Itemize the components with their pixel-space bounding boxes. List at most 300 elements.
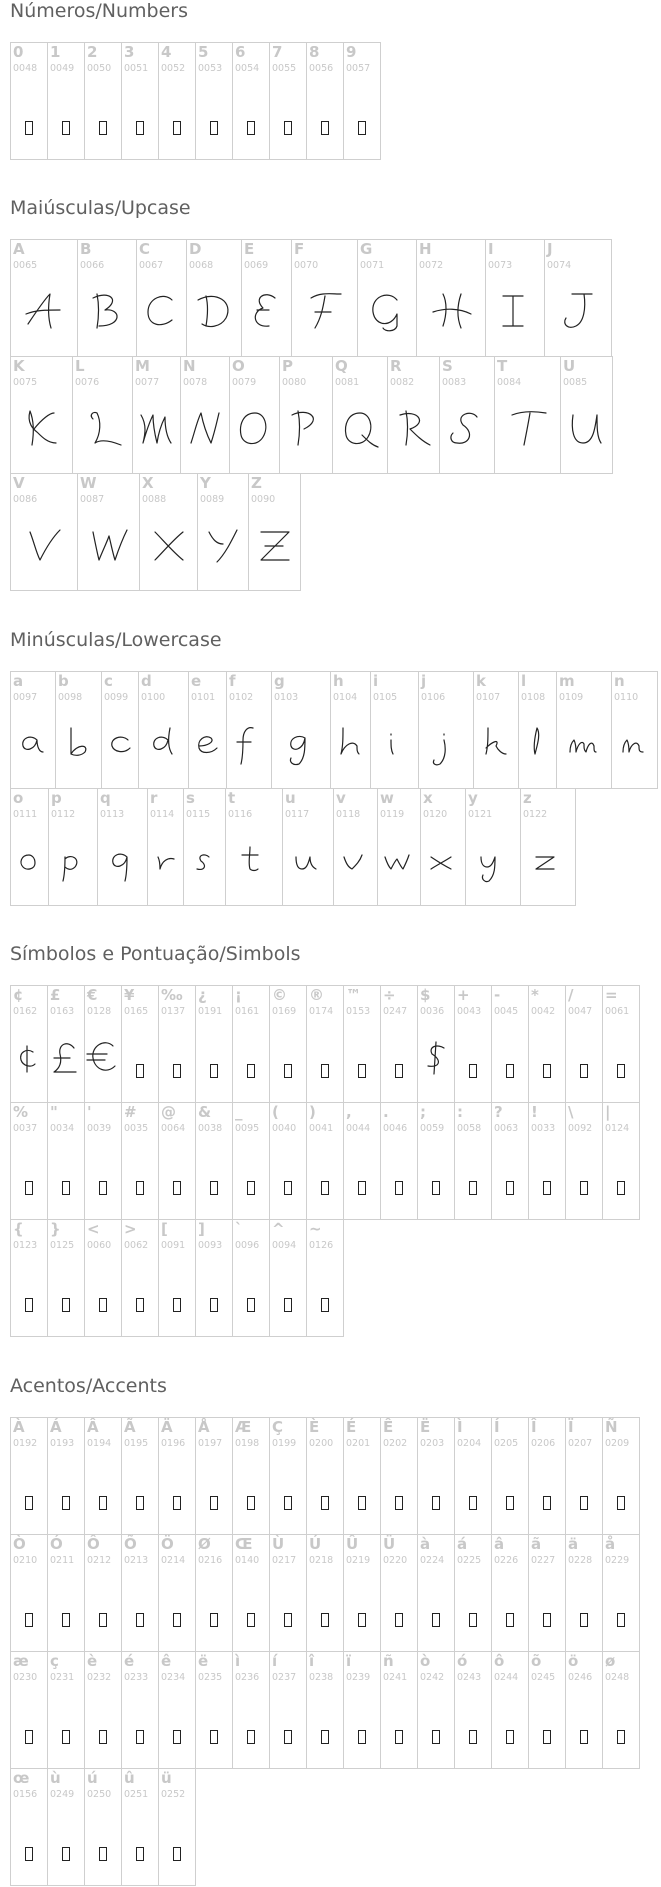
glyph-cell-u3e	[121, 1219, 159, 1337]
missing-glyph-icon	[233, 1297, 269, 1316]
glyph-char-label: Ö	[161, 1535, 174, 1553]
missing-glyph-icon	[233, 1729, 269, 1748]
glyph-char-label: H	[419, 240, 432, 258]
glyph-cell-ue0	[417, 1534, 455, 1652]
missing-glyph-icon	[122, 1063, 158, 1082]
missing-glyph-icon	[85, 1495, 121, 1514]
script-glyph-upper-q	[333, 409, 387, 451]
glyph-cell-u2030	[158, 985, 196, 1103]
glyph-char-label: ,	[346, 1103, 352, 1121]
missing-glyph-icon	[270, 1612, 306, 1631]
glyph-code-label: 0245	[531, 1672, 556, 1683]
missing-glyph-icon	[418, 1180, 454, 1199]
missing-glyph-icon	[529, 1729, 565, 1748]
glyph-cell-u21	[528, 1102, 566, 1220]
glyph-char-label: ç	[50, 1652, 59, 1670]
glyph-char-label: â	[494, 1535, 505, 1553]
missing-glyph-icon	[307, 1612, 343, 1631]
glyph-char-label: N	[183, 357, 196, 375]
glyph-code-label: 0204	[457, 1438, 482, 1449]
glyph-code-label: 0225	[457, 1555, 482, 1566]
glyph-code-label: 0203	[420, 1438, 445, 1449]
glyph-code-label: 0120	[423, 809, 448, 820]
glyph-code-label: 0249	[50, 1789, 75, 1800]
glyph-cell-pound	[47, 985, 85, 1103]
glyph-code-label: 0235	[198, 1672, 223, 1683]
missing-glyph-icon	[196, 1063, 232, 1082]
glyph-char-label: C	[139, 240, 151, 258]
glyph-code-label: 0083	[442, 377, 467, 388]
glyph-cell-v	[333, 788, 378, 906]
glyph-char-label: !	[531, 1103, 538, 1121]
glyph-char-label: /	[568, 986, 574, 1004]
glyph-code-label: 0040	[272, 1123, 297, 1134]
glyph-cell-u60	[232, 1219, 270, 1337]
glyph-cell-upper-c	[136, 239, 187, 357]
glyph-char-label: W	[80, 474, 97, 492]
glyph-code-label: 0218	[309, 1555, 334, 1566]
glyph-code-label: 0219	[346, 1555, 371, 1566]
glyph-cell-u5e	[269, 1219, 307, 1337]
glyph-code-label: 0069	[244, 260, 269, 271]
glyph-code-label: 0192	[13, 1438, 38, 1449]
glyph-char-label: ¥	[124, 986, 135, 1004]
glyph-code-label: 0112	[51, 809, 76, 820]
glyph-cell-upper-f	[291, 239, 358, 357]
script-glyph-a	[11, 724, 55, 766]
glyph-code-label: 0243	[457, 1672, 482, 1683]
glyph-char-label: V	[13, 474, 25, 492]
glyph-code-label: 0107	[476, 692, 501, 703]
glyph-cell-uda	[306, 1534, 344, 1652]
missing-glyph-icon	[381, 1180, 417, 1199]
glyph-cell-ucb	[417, 1417, 455, 1535]
glyph-code-label: 0137	[161, 1006, 186, 1017]
glyph-char-label: $	[420, 986, 431, 1004]
missing-glyph-icon	[85, 1612, 121, 1631]
glyph-char-label: Ò	[13, 1535, 26, 1553]
glyph-cell-z	[520, 788, 576, 906]
glyph-char-label: ë	[198, 1652, 209, 1670]
glyph-code-label: 0092	[568, 1123, 593, 1134]
missing-glyph-icon	[566, 1729, 602, 1748]
glyph-code-label: 0242	[420, 1672, 445, 1683]
missing-glyph-icon	[270, 1180, 306, 1199]
glyph-code-label: 0251	[124, 1789, 149, 1800]
glyph-code-label: 0109	[559, 692, 584, 703]
glyph-cell-d	[138, 671, 189, 789]
glyph-char-label: i	[373, 672, 379, 690]
script-glyph-p	[49, 841, 97, 883]
glyph-cell-ud6	[158, 1534, 196, 1652]
glyph-cell-ud2	[10, 1534, 48, 1652]
glyph-cell-u25	[10, 1102, 48, 1220]
glyph-char-label: 4	[161, 43, 172, 61]
missing-glyph-icon	[307, 1495, 343, 1514]
section-title: Maiúsculas/Upcase	[10, 197, 191, 219]
glyph-char-label: z	[523, 789, 532, 807]
glyph-code-label: 0233	[124, 1672, 149, 1683]
script-glyph-upper-m	[133, 409, 180, 451]
glyph-cell-upper-i	[485, 239, 545, 357]
missing-glyph-icon	[196, 120, 232, 139]
glyph-cell-ue2	[491, 1534, 529, 1652]
glyph-code-label: 0041	[309, 1123, 334, 1134]
glyph-char-label: A	[13, 240, 25, 258]
script-glyph-v	[334, 841, 377, 883]
glyph-char-label: }	[50, 1220, 61, 1238]
script-glyph-x	[421, 841, 465, 883]
glyph-char-label: ä	[568, 1535, 579, 1553]
glyph-char-label: Q	[335, 357, 348, 375]
missing-glyph-icon	[566, 1612, 602, 1631]
glyph-cell-ue4	[565, 1534, 603, 1652]
script-glyph-c	[102, 724, 138, 766]
missing-glyph-icon	[603, 1612, 639, 1631]
glyph-cell-u7b	[10, 1219, 48, 1337]
script-glyph-upper-s	[440, 409, 494, 451]
glyph-code-label: 0244	[494, 1672, 519, 1683]
missing-glyph-icon	[233, 1063, 269, 1082]
glyph-char-label: o	[13, 789, 24, 807]
glyph-char-label: Ù	[272, 1535, 285, 1553]
glyph-code-label: 0098	[58, 692, 83, 703]
script-glyph-upper-b	[78, 292, 136, 334]
glyph-cell-upper-e	[241, 239, 292, 357]
script-glyph-upper-o	[230, 409, 279, 451]
glyph-char-label: Î	[531, 1418, 537, 1436]
glyph-code-label: 0059	[420, 1123, 445, 1134]
glyph-cell-u40	[158, 1102, 196, 1220]
missing-glyph-icon	[122, 1495, 158, 1514]
missing-glyph-icon	[270, 1495, 306, 1514]
glyph-char-label: f	[229, 672, 236, 690]
glyph-code-label: 0214	[161, 1555, 186, 1566]
glyph-cell-q	[97, 788, 148, 906]
glyph-code-label: 0198	[235, 1438, 260, 1449]
glyph-cell-3	[121, 42, 159, 160]
missing-glyph-icon	[307, 1297, 343, 1316]
glyph-code-label: 0035	[124, 1123, 149, 1134]
glyph-code-label: 0216	[198, 1555, 223, 1566]
glyph-code-label: 0088	[142, 494, 167, 505]
glyph-char-label: è	[87, 1652, 98, 1670]
missing-glyph-icon	[566, 1063, 602, 1082]
glyph-cell-uc5	[195, 1417, 233, 1535]
glyph-code-label: 0111	[13, 809, 38, 820]
missing-glyph-icon	[529, 1612, 565, 1631]
glyph-cell-uea	[158, 1651, 196, 1769]
glyph-cell-u7e	[306, 1219, 344, 1337]
glyph-code-label: 0140	[235, 1555, 260, 1566]
script-glyph-dollar	[418, 1038, 454, 1080]
missing-glyph-icon	[381, 1612, 417, 1631]
glyph-char-label: c	[104, 672, 113, 690]
missing-glyph-icon	[603, 1063, 639, 1082]
glyph-cell-upper-v	[10, 473, 78, 591]
glyph-cell-upper-a	[10, 239, 78, 357]
script-glyph-o	[11, 841, 48, 883]
glyph-cell-ue8	[84, 1651, 122, 1769]
glyph-char-label: `	[235, 1220, 243, 1238]
glyph-char-label: y	[468, 789, 478, 807]
glyph-cell-w	[377, 788, 421, 906]
glyph-code-label: 0118	[336, 809, 361, 820]
section-title: Minúsculas/Lowercase	[10, 629, 222, 651]
glyph-code-label: 0096	[235, 1240, 260, 1251]
glyph-char-label: G	[360, 240, 373, 258]
glyph-char-label: È	[309, 1418, 320, 1436]
glyph-cell-u3a	[454, 1102, 492, 1220]
missing-glyph-icon	[159, 120, 195, 139]
glyph-code-label: 0248	[605, 1672, 630, 1683]
glyph-code-label: 0050	[87, 63, 112, 74]
glyph-cell-u28	[269, 1102, 307, 1220]
missing-glyph-icon	[455, 1180, 491, 1199]
glyph-char-label: j	[421, 672, 427, 690]
glyph-cell-ua5	[121, 985, 159, 1103]
glyph-cell-ufb	[121, 1768, 159, 1886]
glyph-code-label: 0124	[605, 1123, 630, 1134]
glyph-char-label: 5	[198, 43, 209, 61]
glyph-cell-ueb	[195, 1651, 233, 1769]
glyph-char-label: ®	[309, 986, 324, 1004]
missing-glyph-icon	[344, 1612, 380, 1631]
glyph-code-label: 0116	[228, 809, 253, 820]
glyph-code-label: 0212	[87, 1555, 112, 1566]
glyph-char-label: Á	[50, 1418, 62, 1436]
glyph-cell-uf1	[380, 1651, 418, 1769]
section-title: Símbolos e Pontuação/Simbols	[10, 943, 301, 965]
missing-glyph-icon	[381, 1063, 417, 1082]
glyph-cell-6	[232, 42, 270, 160]
script-glyph-z	[521, 841, 575, 883]
glyph-char-label: {	[13, 1220, 24, 1238]
script-glyph-upper-j	[545, 292, 611, 334]
glyph-cell-upper-u	[560, 356, 613, 474]
glyph-cell-u3d	[602, 985, 640, 1103]
missing-glyph-icon	[603, 1180, 639, 1199]
glyph-char-label: b	[58, 672, 69, 690]
glyph-char-label: g	[274, 672, 285, 690]
missing-glyph-icon	[196, 1180, 232, 1199]
script-glyph-upper-v	[11, 526, 77, 568]
glyph-code-label: 0231	[50, 1672, 75, 1683]
glyph-code-label: 0056	[309, 63, 334, 74]
glyph-char-label: I	[488, 240, 494, 258]
glyph-cell-h	[330, 671, 371, 789]
section-title: Acentos/Accents	[10, 1375, 167, 1397]
glyph-code-label: 0047	[568, 1006, 593, 1017]
glyph-code-label: 0199	[272, 1438, 297, 1449]
glyph-code-label: 0049	[50, 63, 75, 74]
glyph-code-label: 0036	[420, 1006, 445, 1017]
script-glyph-y	[466, 841, 520, 883]
glyph-cell-upper-z	[248, 473, 301, 591]
glyph-code-label: 0114	[150, 809, 175, 820]
glyph-cell-ud5	[121, 1534, 159, 1652]
glyph-cell-ud1	[602, 1417, 640, 1535]
glyph-code-label: 0039	[87, 1123, 112, 1134]
glyph-cell-n	[611, 671, 658, 789]
glyph-cell-ua1	[232, 985, 270, 1103]
glyph-char-label: ‰	[161, 986, 183, 1004]
script-glyph-upper-e	[242, 292, 291, 334]
missing-glyph-icon	[344, 1495, 380, 1514]
glyph-code-label: 0207	[568, 1438, 593, 1449]
glyph-cell-uec	[232, 1651, 270, 1769]
script-glyph-upper-x	[140, 526, 197, 568]
glyph-code-label: 0119	[380, 809, 405, 820]
glyph-cell-ucc	[454, 1417, 492, 1535]
script-glyph-upper-y	[198, 526, 248, 568]
glyph-char-label: ö	[568, 1652, 579, 1670]
missing-glyph-icon	[307, 1063, 343, 1082]
glyph-code-label: 0226	[494, 1555, 519, 1566]
glyph-code-label: 0080	[282, 377, 307, 388]
glyph-char-label: €	[87, 986, 98, 1004]
glyph-cell-e	[188, 671, 227, 789]
script-glyph-upper-u	[561, 409, 612, 451]
glyph-char-label: O	[232, 357, 245, 375]
glyph-cell-udb	[343, 1534, 381, 1652]
glyph-cell-ud8	[195, 1534, 233, 1652]
glyph-char-label: ü	[161, 1769, 172, 1787]
missing-glyph-icon	[270, 1729, 306, 1748]
glyph-code-label: 0201	[346, 1438, 371, 1449]
glyph-code-label: 0045	[494, 1006, 519, 1017]
glyph-cell-upper-t	[494, 356, 561, 474]
glyph-code-label: 0163	[50, 1006, 75, 1017]
glyph-char-label: x	[423, 789, 433, 807]
glyph-code-label: 0079	[232, 377, 257, 388]
script-glyph-d	[139, 724, 188, 766]
glyph-char-label: (	[272, 1103, 279, 1121]
missing-glyph-icon	[344, 1063, 380, 1082]
glyph-cell-euro	[84, 985, 122, 1103]
missing-glyph-icon	[603, 1729, 639, 1748]
glyph-code-label: 0113	[100, 809, 125, 820]
glyph-char-label: &	[198, 1103, 212, 1121]
glyph-char-label: M	[135, 357, 150, 375]
script-glyph-upper-f	[292, 292, 357, 334]
glyph-char-label: À	[13, 1418, 25, 1436]
glyph-code-label: 0213	[124, 1555, 149, 1566]
glyph-char-label: a	[13, 672, 24, 690]
glyph-cell-u2a	[528, 985, 566, 1103]
glyph-char-label: Ç	[272, 1418, 284, 1436]
missing-glyph-icon	[233, 120, 269, 139]
glyph-code-label: 0125	[50, 1240, 75, 1251]
missing-glyph-icon	[85, 1846, 121, 1865]
glyph-cell-u	[282, 788, 334, 906]
glyph-char-label: É	[346, 1418, 357, 1436]
missing-glyph-icon	[603, 1495, 639, 1514]
glyph-code-label: 0162	[13, 1006, 38, 1017]
glyph-char-label: ú	[87, 1769, 98, 1787]
script-glyph-pound	[48, 1038, 84, 1080]
missing-glyph-icon	[344, 1180, 380, 1199]
glyph-char-label: 8	[309, 43, 320, 61]
glyph-code-label: 0070	[294, 260, 319, 271]
glyph-cell-upper-p	[279, 356, 333, 474]
script-glyph-upper-n	[181, 409, 229, 451]
glyph-code-label: 0237	[272, 1672, 297, 1683]
glyph-char-label: î	[309, 1652, 315, 1670]
glyph-cell-dollar	[417, 985, 455, 1103]
glyph-code-label: 0126	[309, 1240, 334, 1251]
glyph-cell-ud9	[269, 1534, 307, 1652]
glyph-code-label: 0095	[235, 1123, 260, 1134]
glyph-code-label: 0033	[531, 1123, 556, 1134]
glyph-code-label: 0122	[523, 809, 548, 820]
missing-glyph-icon	[455, 1063, 491, 1082]
glyph-code-label: 0211	[50, 1555, 75, 1566]
glyph-code-label: 0241	[383, 1672, 408, 1683]
glyph-code-label: 0034	[50, 1123, 75, 1134]
glyph-char-label: ÷	[383, 986, 396, 1004]
glyph-code-label: 0046	[383, 1123, 408, 1134]
glyph-cell-udc	[380, 1534, 418, 1652]
glyph-code-label: 0161	[235, 1006, 260, 1017]
missing-glyph-icon	[492, 1729, 528, 1748]
glyph-code-label: 0057	[346, 63, 371, 74]
glyph-char-label: B	[80, 240, 92, 258]
glyph-char-label: à	[420, 1535, 431, 1553]
glyph-cell-uce	[528, 1417, 566, 1535]
missing-glyph-icon	[566, 1495, 602, 1514]
missing-glyph-icon	[492, 1495, 528, 1514]
glyph-code-label: 0194	[87, 1438, 112, 1449]
glyph-code-label: 0051	[124, 63, 149, 74]
glyph-code-label: 0075	[13, 377, 38, 388]
script-glyph-euro	[85, 1038, 121, 1080]
glyph-cell-ucd	[491, 1417, 529, 1535]
glyph-char-label: 0	[13, 43, 24, 61]
glyph-char-label: -	[494, 986, 501, 1004]
missing-glyph-icon	[307, 1180, 343, 1199]
script-glyph-upper-r	[388, 409, 439, 451]
glyph-cell-uca	[380, 1417, 418, 1535]
section-title: Números/Numbers	[10, 0, 188, 22]
missing-glyph-icon	[566, 1180, 602, 1199]
glyph-cell-ud3	[47, 1534, 85, 1652]
glyph-char-label: t	[228, 789, 236, 807]
glyph-char-label: ò	[420, 1652, 431, 1670]
glyph-char-label: å	[605, 1535, 616, 1553]
glyph-cell-ue6	[10, 1651, 48, 1769]
glyph-cell-uc1	[47, 1417, 85, 1535]
missing-glyph-icon	[196, 1297, 232, 1316]
glyph-cell-0	[10, 42, 48, 160]
glyph-char-label: [	[161, 1220, 168, 1238]
glyph-code-label: 0108	[521, 692, 546, 703]
glyph-code-label: 0224	[420, 1555, 445, 1566]
glyph-code-label: 0062	[124, 1240, 149, 1251]
glyph-code-label: 0246	[568, 1672, 593, 1683]
glyph-cell-upper-q	[332, 356, 388, 474]
glyph-cell-upper-h	[416, 239, 486, 357]
glyph-cell-ud4	[84, 1534, 122, 1652]
script-glyph-upper-h	[417, 292, 485, 334]
script-glyph-i	[371, 724, 418, 766]
glyph-cell-u7c	[602, 1102, 640, 1220]
glyph-char-label: é	[124, 1652, 135, 1670]
missing-glyph-icon	[11, 120, 47, 139]
glyph-char-label: X	[142, 474, 154, 492]
script-glyph-l	[519, 724, 556, 766]
script-glyph-upper-l	[73, 409, 132, 451]
